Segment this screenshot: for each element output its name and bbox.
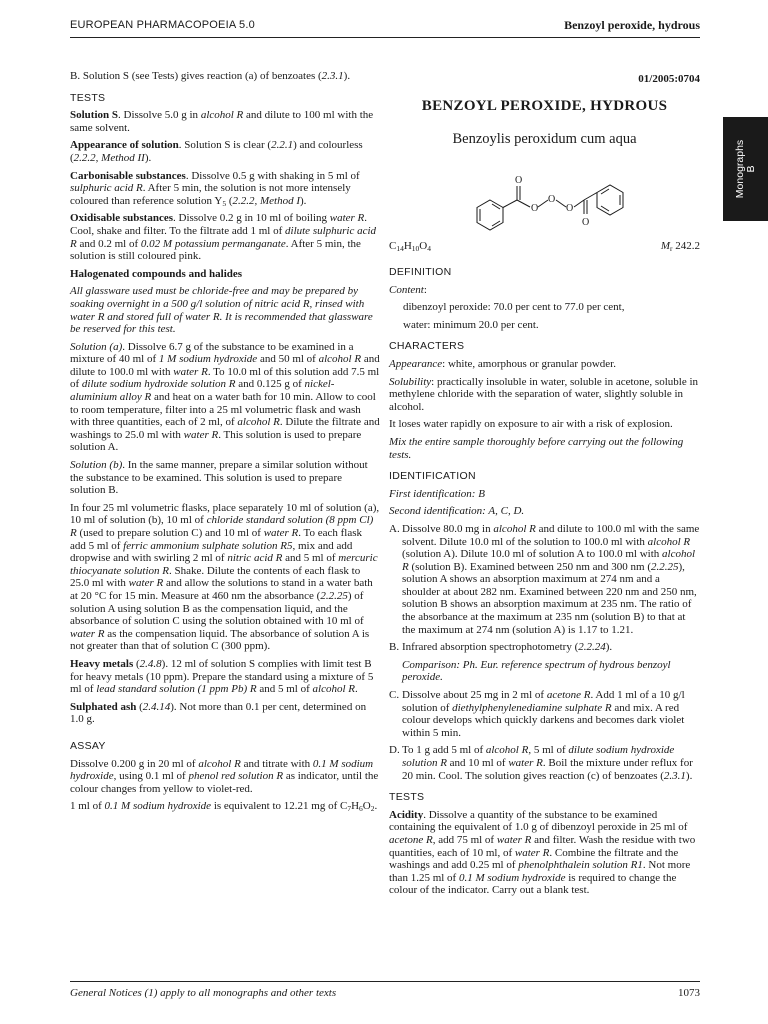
dibenzoyl-content: dibenzoyl peroxide: 70.0 per cent to 77.0 per cent, — [403, 301, 625, 314]
comparison-note: Comparison: Ph. Eur. reference spectrum of hydrous benzoyl peroxide. — [402, 658, 671, 684]
identification-heading: IDENTIFICATION — [389, 470, 476, 483]
second-identification: Second identification: A, C, D. — [389, 505, 525, 518]
monograph-latin-title: Benzoylis peroxidum cum aqua — [452, 131, 637, 147]
halogenated-heading: Halogenated compounds and halides — [70, 267, 243, 280]
equivalence-paragraph: 1 ml of 0.1 M sodium hydroxide is equivalent to 12.21 mg of $C_7H_6O_2$. — [70, 800, 378, 814]
solution-s-paragraph: Solution S. Dissolve 5.0 g in alcohol R and dilute to 100 ml with the same solvent. — [70, 109, 374, 134]
ester-oxygen-label: O — [566, 203, 574, 214]
heavy-metals-paragraph: Heavy metals (2.4.8). 12 ml of solution S complies with limit test B for heavy metals (10 ppm). Prepare the standard using a mixture of 5 ml of lead standard solution (1 ppm Pb) R and 5 ml of alcohol R. — [70, 657, 374, 696]
right-column-body — [389, 264, 700, 902]
relative-molecular-mass: $M_r$ 242.2 — [660, 240, 700, 253]
molecular-formula: $C_{14}H_{10}O_4$ — [389, 240, 431, 253]
identification-d: D. To 1 g add 5 ml of alcohol R, 5 ml of dilute sodium hydroxide solution R and 10 ml of water R. Boil the mixture under reflux for 20 min. Cool. The solution gives reaction (c) of benzoates (2.3.1). — [389, 744, 693, 782]
monograph-title: BENZOYL PEROXIDE, HYDROUS — [421, 98, 668, 114]
carbonyl-oxygen-label: O — [582, 217, 590, 228]
identification-c: C. Dissolve about 25 mg in 2 ml of acetone R. Add 1 ml of a 10 g/l solution of diethylphenylenediamine sulphate R and mix. A red colour develops which quickly darkens and becomes dark violet within 5 min. — [389, 689, 685, 739]
tests-heading-right: TESTS — [389, 791, 425, 804]
running-header-left: EUROPEAN PHARMACOPOEIA 5.0 — [70, 19, 255, 31]
monographs-section-tab — [723, 117, 768, 221]
carbonyl-oxygen-label: O — [515, 175, 523, 186]
sulphated-ash-paragraph: Sulphated ash (2.4.14). Not more than 0.1 per cent, determined on 1.0 g. — [70, 700, 367, 726]
appearance-paragraph: Appearance: white, amorphous or granular powder. — [389, 357, 616, 370]
footer-general-notices: General Notices (1) apply to all monographs and other texts — [70, 987, 337, 999]
identification-b-item: B. Solution S (see Tests) gives reaction (a) of benzoates (2.3.1). — [70, 70, 351, 82]
acidity-paragraph: Acidity. Dissolve a quantity of the substance to be examined containing the equivalent of 1.0 g of dibenzoyl peroxide in 25 ml of acetone R, add 75 ml of water R and filter. Wash the residue with two quantities, each of 10 ml, of water R. Combine the filtrate and the washings and add 0.25 ml of phenolphthalein solution R1. Not more than 1.25 ml of 0.1 M sodium hydroxide is required to change the colour of the indicator. Carry out a blank test. — [389, 808, 696, 897]
volumetric-flasks-paragraph: In four 25 ml volumetric flasks, place separately 10 ml of solution (a), 10 ml of solution (b), 10 ml of chloride standard solution (8 ppm Cl) R (used to prepare solution C) and 10 ml of water R. To each flask add 5 ml of ferric ammonium sulphate solution R5, mix and add dropwise and with swirling 2 ml of nitric acid R and 5 ml of mercuric thiocyanate solution R. Shake. Dilute the contents of each flask to 25.0 ml with water R and allow the solutions to stand in a water bath at 20 °C for 15 min. Measure at 460 nm the absorbance (2.2.25) of solution A using solution B as the compensation liquid, and the absorbance of solution C using the solution obtained with 10 ml of water R as the compensation liquid. The absorbance of solution A is not greater than that of solution C (300 ppm). — [70, 501, 380, 653]
content-label-line: Content: — [389, 283, 427, 296]
peroxide-oxygen-label: O — [548, 194, 556, 205]
glassware-note: All glassware used must be chloride-free and may be prepared by soaking overnight in a 500 g/l solution of nitric acid R, rinsed with water R and stored full of water R. It is recommended that glassware be reserved for this test. — [70, 285, 373, 336]
appearance-of-solution-paragraph: Appearance of solution. Solution S is clear (2.2.1) and colourless (2.2.2, Method II). — [70, 139, 363, 164]
first-identification: First identification: B — [389, 487, 485, 500]
benzoyl-peroxide-structure — [470, 170, 630, 236]
left-column — [70, 70, 380, 818]
solution-a-paragraph: Solution (a). Dissolve 6.7 g of the substance to be examined in a mixture of 40 ml of 1 M sodium hydroxide and 50 ml of alcohol R and dilute to 100.0 ml with water R. To 10.0 ml of this solution add 7.5 ml of dilute sodium hydroxide solution R and 0.125 g of nickel-aluminium alloy R and heat on a water bath for 10 min. Allow to cool to room temperature, filter into a 25 ml volumetric flask and wash with three quantities, each of 2 ml, of alcohol R. Dilute the filtrate and washings to 25.0 ml with water R. This solution is used to prepare solution A. — [70, 340, 380, 454]
footer-rule — [70, 981, 700, 982]
running-header-right: Benzoyl peroxide, hydrous — [564, 18, 700, 32]
assay-paragraph: Dissolve 0.200 g in 20 ml of alcohol R and titrate with 0.1 M sodium hydroxide, using 0.1 ml of phenol red solution R as indicator, until the colour changes from yellow to violet-red. — [70, 757, 379, 795]
solution-b-paragraph: Solution (b). In the same manner, prepare a similar solution without the substance to be examined. This solution is used to prepare solution B. — [70, 459, 368, 497]
peroxide-oxygen-label: O — [531, 203, 539, 214]
tests-heading: TESTS — [70, 91, 106, 104]
page-number: 1073 — [678, 987, 700, 999]
oxidisable-substances-paragraph: Oxidisable substances. Dissolve 0.2 g in 10 ml of boiling water R. Cool, shake and filter. To the filtrate add 1 ml of dilute sulphuric acid R and 0.2 ml of 0.02 M potassium permanganate. After 5 min, the solution is still coloured pink. — [70, 212, 377, 263]
carbonisable-substances-paragraph: Carbonisable substances. Dissolve 0.5 g with shaking in 5 ml of sulphuric acid R. After 5 min, the solution is not more intensely coloured than reference solution $Y_5$ (2.2.2, Method I). — [70, 169, 360, 208]
identification-a: A. Dissolve 80.0 mg in alcohol R and dilute to 100.0 ml with the same solvent. Dilute 10.0 ml of the solution to 100.0 ml with alcohol R (solution A). Dilute 10.0 ml of solution A to 100.0 ml with alcohol R (solution B). Examined between 250 nm and 300 nm (2.2.25), solution A shows an absorption maximum at 274 nm and a shoulder at about 282 nm. Examined between 220 nm and 250 nm, solution B shows an absorption maximum at 235 nm. The ratio of the absorbance at the maximum at 235 nm (solution B) to that at the maximum at 274 nm (solution A) is 1.17 to 1.21. — [389, 522, 700, 636]
assay-heading: ASSAY — [70, 739, 106, 752]
identification-b: B. Infrared absorption spectrophotometry (2.2.24). — [389, 641, 613, 654]
solubility-paragraph: Solubility: practically insoluble in water, soluble in acetone, soluble in methylene chloride with the separation of water, slightly soluble in alcohol. — [389, 375, 699, 413]
explosion-warning: It loses water rapidly on exposure to air with a risk of explosion. — [389, 418, 673, 431]
water-content: water: minimum 20.0 per cent. — [403, 318, 539, 331]
definition-heading: DEFINITION — [389, 266, 452, 278]
characters-heading: CHARACTERS — [389, 340, 465, 353]
monograph-code: 01/2005:0704 — [638, 73, 700, 85]
tab-label: Monographs B — [733, 139, 757, 199]
header-rule — [70, 37, 700, 38]
mix-sample-note: Mix the entire sample thoroughly before carrying out the following tests. — [389, 435, 684, 461]
